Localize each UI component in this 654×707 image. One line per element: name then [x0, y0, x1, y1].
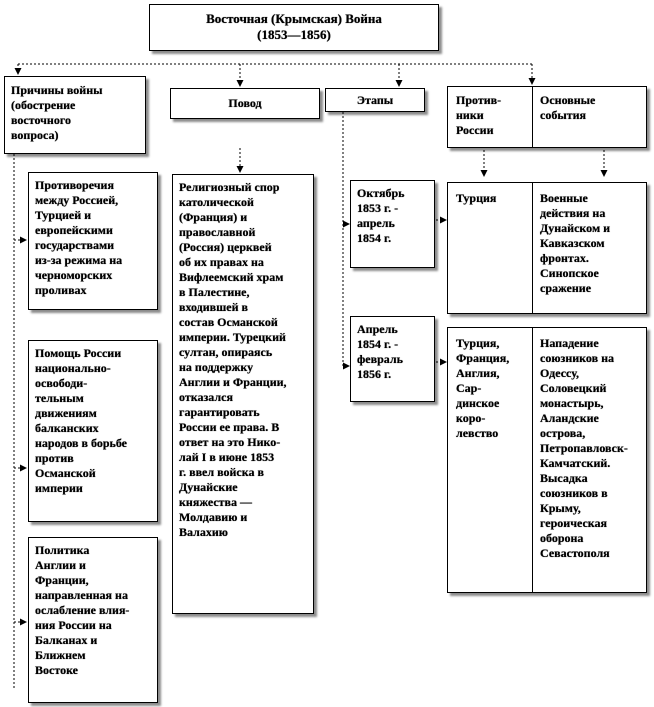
opponents-events-header	[447, 86, 647, 148]
cause-text-3: Политика Англии и Франции, направленная на ослабление влия- ния России на Балканах и Ближнем Востоке	[35, 543, 130, 677]
stage-2-events: Нападение союзников на Одессу, Соловецкий монастырь, Аландские острова, Петропавловск- Камчатский. Высадка союзников в Крыму, героическая оборона Севастополя	[540, 336, 628, 560]
stage-period-2: Апрель 1854 г. - февраль 1856 г.	[357, 322, 403, 381]
stage-2-opponents: Турция, Франция, Англия, Сар- динское коро- левство	[456, 336, 510, 440]
cause-box-3	[28, 537, 158, 703]
stage-1-opponents: Турция	[456, 191, 497, 205]
pretext-header-label: Повод	[228, 96, 262, 110]
causes-header	[4, 76, 146, 154]
stage-period-box-1	[350, 180, 435, 268]
events-header-label: Основные события	[540, 93, 596, 122]
stage-1-events: Военные действия на Дунайском и Кавказском фронтах. Синопское сражение	[540, 191, 611, 295]
cause-box-1	[28, 172, 158, 310]
stage-period-1: Октябрь 1853 г. - апрель 1854 г.	[357, 186, 405, 245]
stage-1-divider	[532, 183, 533, 313]
title-box	[149, 4, 439, 51]
stage-2-divider	[532, 328, 533, 592]
title-line-2: (1853—1856)	[257, 27, 331, 42]
cause-box-2	[28, 340, 158, 522]
title-line-1: Восточная (Крымская) Война	[206, 11, 382, 26]
cause-text-2: Помощь России национально- освободи- тельным движениям балканских народов в борьбе против Османской империи	[35, 346, 128, 495]
pretext-text: Религиозный спор католической (Франция) и православной (Россия) церквей об их правах на Вифлеемский храм в Палестине, входившей в состав Османской империи. Турецкий султан, опираясь на поддержку Англии и Франции, отказался гарантировать России ее права. В ответ на это Нико- лай I в июне 1853 г. ввел войска в Дунайские княжества — Молдавию и Валахию	[179, 180, 287, 539]
cause-text-1: Противоречия между Россией, Турцией и европейскими государствами из-за режима на черноморских проливах	[35, 178, 123, 297]
stage-2-detail	[447, 327, 647, 593]
pretext-box	[172, 174, 314, 614]
pretext-header	[170, 88, 320, 119]
stages-header-label: Этапы	[356, 93, 394, 107]
stage-period-box-2	[350, 316, 435, 402]
causes-header-label: Причины войны (обострение восточного вопроса)	[11, 83, 103, 142]
opponents-header-label: Против- ники России	[456, 93, 502, 137]
stage-1-detail	[447, 182, 647, 314]
stages-header	[325, 88, 425, 112]
header-divider	[532, 87, 533, 147]
